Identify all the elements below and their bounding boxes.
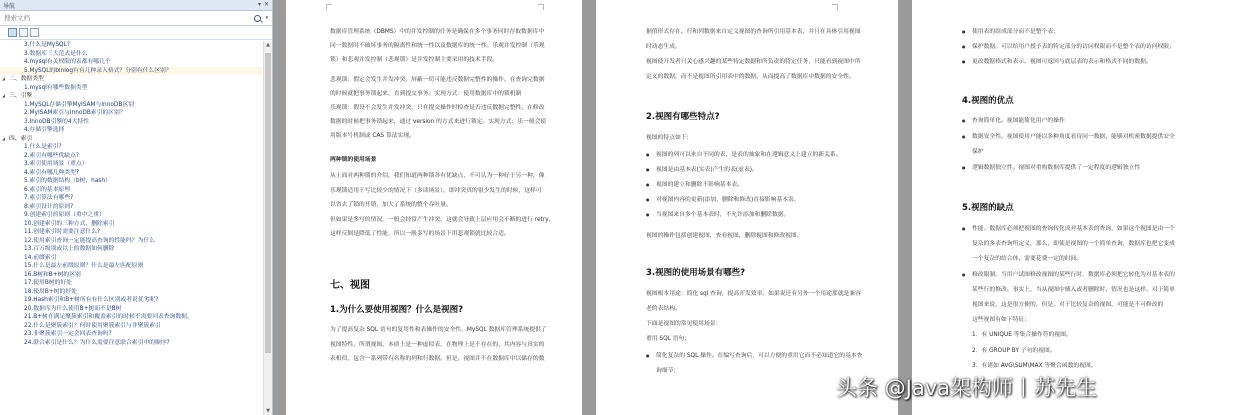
close-icon[interactable]: ✕ xyxy=(263,1,269,8)
nav-heading-item[interactable]: 22.什么是聚簇索引？何时使用聚簇索引与非聚簇索引 xyxy=(24,322,161,329)
nav-scrollbar[interactable] xyxy=(263,41,272,415)
paragraph-line: 视图使开发者只关心感兴趣的某些特定数据和所负责的特定任务，只能看到视图中所 xyxy=(646,59,861,65)
nav-heading-item[interactable]: 24.联合索引是什么？为什么需要注意联合索引中的顺序? xyxy=(24,339,170,346)
nav-heading-item[interactable]: 4.存储引擎选择 xyxy=(24,127,65,133)
bullet-item: ● 视图的列可以来自不同的表，是表的抽象和在逻辑意义上建立的新关系。 xyxy=(656,151,842,159)
nav-search-bar xyxy=(0,11,272,26)
bullet-item: 复杂的多表查询所定义，那么，即使是视图的一个简单查询，数据库也把它变成 xyxy=(972,241,1175,248)
bullet-item: ● 使用表的组成部分而不是整个表； xyxy=(972,28,1059,36)
paragraph-line: 视图根本用途：简化 sql 查询，提高开发效率。如果说还有另外一个用途那就是兼容 xyxy=(646,291,861,297)
nav-heading-item[interactable]: 5.MySQL的binlog有有几种录入格式？分别有什么区别？ xyxy=(0,67,263,76)
nav-heading-item[interactable]: 21.B+树在满足聚簇索引和覆盖索引的时候不需要回表查询数据， xyxy=(24,314,193,320)
question-heading: 5.视图的缺点 xyxy=(962,203,1014,213)
document-page-2[interactable] xyxy=(596,0,898,415)
nav-heading-item[interactable]: 1.mysql有哪些数据类型 xyxy=(24,84,88,91)
tab-pages[interactable] xyxy=(19,28,28,37)
nav-heading-item[interactable]: 18.使用B+树的好处 xyxy=(24,288,77,295)
watermark-text: 头条 @Java架构师丨苏先生 xyxy=(836,376,1098,400)
bullet-item: 某些行的修改。事实上，当从视图中插入或者删除时，情况也是这样。对于简单 xyxy=(972,286,1175,293)
nav-heading-item[interactable]: 3.索引使用场景（重点） xyxy=(24,161,88,167)
nav-heading-item[interactable]: 23.非聚簇索引一定会回表查询吗? xyxy=(24,331,112,337)
bullet-item: ● 查询简单化。视图能简化用户的操作 xyxy=(972,117,1065,125)
bullet-item: 视图来说，这是很方便的，但是，对于比较复杂的视图，可能是不可修改的 xyxy=(972,302,1164,308)
nav-titlebar xyxy=(0,0,272,11)
paragraph-line: 乐观锁：假设不会发生并发冲突，只在提交操作时检查是否违反数据完整性。在修改 xyxy=(330,105,545,111)
bullet-item: 询细节； xyxy=(656,368,680,374)
nav-section-heading[interactable]: ◢ 二、数据类型 xyxy=(0,75,263,84)
nav-heading-item[interactable]: 6.索引的基本原理 xyxy=(24,186,71,193)
paragraph-line: 这样反倒是降低了性能，所以一般多写的场景下用悲观锁就比较合适。 xyxy=(330,231,510,237)
paragraph-line: 锁）和悲观并发控制（悲观锁）是并发控制主要采用的技术手段。 xyxy=(330,57,499,63)
paragraph-line: 老的表结构。 xyxy=(646,306,681,312)
bullet-item: ● 数据安全性。视图使用户能以多种角度看待同一数据，能够对机密数据提供安全 xyxy=(972,133,1175,141)
nav-heading-item[interactable]: 3.InnoDB引擎的4大特性 xyxy=(24,118,90,125)
paragraph-line: 从上面对两种锁的介绍，我们知道两种锁各有优缺点，不可认为一种好于另一种，像 xyxy=(330,173,545,179)
bullet-item: ● 对视图内容的更新(添加，删除和修改)直接影响基本表。 xyxy=(656,196,800,204)
nav-heading-tree xyxy=(0,41,272,415)
paragraph-line: 数据的时候把事务锁起来，通过 version 的方式来进行锁定。实现方式：乐一般会使 xyxy=(330,119,547,125)
search-icon[interactable] xyxy=(254,15,261,22)
nav-heading-item[interactable]: 10.创建索引的三种方式，删除索引 xyxy=(24,220,115,227)
navigation-pane xyxy=(0,0,273,415)
margin-corner-mark xyxy=(326,4,332,10)
nav-heading-item[interactable]: 4.mysql有关权限的表都有哪几个 xyxy=(24,59,111,65)
bullet-item: 这些视图有如下特征： xyxy=(972,317,1030,324)
question-heading: 1.为什么要使用视图？什么是视图? xyxy=(330,305,464,315)
paragraph-line: 同一数据时不破坏事务的隔离性和统一性以及数据库的统一性。乐观并发控制（乐观 xyxy=(330,43,545,49)
paragraph-line: 但如果是多写的情况，一般会经常产生冲突，这就会导致上层应用会不断的进行 retry, xyxy=(330,216,551,223)
bullet-item: ● 逻辑数据独立性。视图对重构数据库提供了一定程度的逻辑独立性 xyxy=(972,164,1140,172)
paragraph-text: 视图的操作包括创建视图，查看视图，删除视图和修改视图。 xyxy=(646,233,803,239)
nav-heading-item[interactable]: 1.MySQL存储引擎MyISAM与InnoDB区别 xyxy=(24,101,134,108)
nav-view-tabs xyxy=(0,26,272,40)
document-page-1[interactable] xyxy=(286,0,582,415)
scroll-up-icon[interactable]: ▲ xyxy=(266,42,270,48)
paragraph-line: 表相似，包含一系列带有名称的列和行数据。但是，视图并不在数据库中以储存的数 xyxy=(330,356,545,362)
paragraph-line: 的时候就把事务锁起来，直到提交事务。实现方式：使用数据库中的锁机制 xyxy=(330,91,522,97)
paragraph-line: 乐观锁适用于写比较少的情况下（多读场景），即冲突真的很少发生的时候，这样可 xyxy=(330,187,542,194)
chevron-down-icon[interactable]: ▾ xyxy=(265,15,268,21)
paragraph-line: 用版本号机制或 CAS 算法实现。 xyxy=(330,133,415,139)
question-heading: 3.视图的使用场景有哪些? xyxy=(646,268,746,278)
search-input[interactable] xyxy=(4,14,234,22)
nav-heading-item[interactable]: 2.索引有哪些优缺点? xyxy=(24,152,79,159)
tab-results[interactable] xyxy=(30,28,39,37)
question-heading: 2.视图有哪些特点? xyxy=(646,112,720,122)
bullet-item: ● 性能。数据库必须把视图的查询转化成对基本表的查询，如果这个视图是由一个 xyxy=(972,225,1175,233)
nav-heading-item[interactable]: 8.索引设计的原则? xyxy=(24,203,74,210)
bullet-item: ● 修改限制。当用户试图修改视图的某些行时，数据库必须把它转化为对基本表的 xyxy=(972,271,1175,279)
chevron-down-icon[interactable]: ▾ xyxy=(257,1,261,8)
bullet-item: 2．有 GROUP BY 子句的视图。 xyxy=(972,347,1056,354)
margin-corner-mark xyxy=(832,4,838,10)
document-page-3[interactable] xyxy=(912,0,1240,415)
bullet-item: ● 视图是由基本表(实表)产生的表(虚表)。 xyxy=(656,166,758,174)
nav-heading-item[interactable]: 5.索引的数据结构（b树，hash） xyxy=(24,178,111,184)
paragraph-heading: 两种锁的使用场景 xyxy=(330,157,377,163)
nav-scroll-thumb[interactable] xyxy=(265,53,271,353)
bullet-item: ● 保护数据。可以给用户授予表的特定部分的访问权限而不是整个表的访问权限； xyxy=(972,43,1175,51)
nav-heading-item[interactable]: 13.百万级别或以上的数据如何删除 xyxy=(24,246,115,252)
tab-headings[interactable] xyxy=(8,28,17,37)
paragraph-line: 为了提高复杂 SQL 语句的复用性和表操作的安全性，MySQL 数据库管理系统提供了 xyxy=(330,327,547,333)
bullet-item: ● 简化复杂的 SQL 操作。在编写查询后，可以方便的重用它而不必知道它的基本查 xyxy=(656,352,862,360)
paragraph-line: 悲观锁：假定会发生并发冲突，屏蔽一切可能违反数据完整性的操作。在查询完数据 xyxy=(330,77,545,83)
paragraph-text: 视图的特点如下: xyxy=(646,135,689,141)
paragraph-line: 重用 SQL 语句； xyxy=(646,336,691,342)
scroll-down-icon[interactable]: ▼ xyxy=(266,408,270,414)
nav-heading-item[interactable]: 12.使用索引查询一定能提高查询的性能吗？为什么 xyxy=(24,237,155,244)
bullet-item: ● 当视图来自多个基本表时，不允许添加和删除数据。 xyxy=(656,211,789,219)
margin-corner-mark xyxy=(538,4,544,10)
bullet-item: 保护 xyxy=(972,149,984,155)
bullet-item: 3．有诸如 AVG\SUM\MAX 等聚合函数的视图。 xyxy=(972,362,1097,369)
nav-heading-item[interactable]: 15.什么是最左前缀原则？什么是最左匹配原则 xyxy=(24,263,144,269)
nav-heading-item[interactable]: 20.数据库为什么使用B+树而不是B树 xyxy=(24,305,122,312)
nav-heading-item[interactable]: 7.索引算法有哪些? xyxy=(24,195,74,201)
paragraph-line: 视图特性。所谓视图，本质上是一种虚拟表，在物理上是不存在的，其内容与真实的 xyxy=(330,341,545,348)
bullet-item: 一个复杂的结合体，需要花费一定的时间。 xyxy=(972,256,1083,263)
nav-heading-item[interactable]: 1.什么是索引? xyxy=(24,144,62,150)
bullet-item: ● 更改数据格式和表示。视图可返回与底层表的表示和格式不同的数据。 xyxy=(972,58,1152,66)
nav-heading-item[interactable]: 4.索引有哪几种类型? xyxy=(24,169,79,176)
section-heading: 七、视图 xyxy=(330,280,370,291)
nav-heading-item[interactable]: 3.什么是MySQL? xyxy=(24,42,70,48)
bullet-item: 1．有 UNIQUE 等集合操作符的视图。 xyxy=(972,332,1072,339)
paragraph-line: 以省去了锁的开销，加大了系统的整个吞吐量。 xyxy=(330,202,452,208)
nav-section-heading[interactable]: ◢ 三、引擎 xyxy=(0,92,263,101)
question-heading: 4.视图的优点 xyxy=(962,96,1014,106)
paragraph-line: 据值形式存在。行和列数据来自定义视图的查询所引用基本表，并且在具体引用视图 xyxy=(646,29,861,35)
nav-title: 导航 xyxy=(3,2,16,10)
bullet-item: ● 视图的建立和删除不影响基本表。 xyxy=(656,181,743,189)
nav-heading-item[interactable]: 17.使用B树的好处 xyxy=(24,280,72,286)
paragraph-line: 下面是视图的常见使用场景： xyxy=(646,321,722,327)
nav-heading-item[interactable]: 14.前缀索引 xyxy=(24,254,57,261)
nav-heading-item[interactable]: 16.B树和B+树的区别 xyxy=(24,271,81,278)
paragraph-line: 数据库管理系统（DBMS）中的并发控制的任务是确保在多个事务同时存取数据库中 xyxy=(330,29,545,35)
nav-heading-item[interactable]: 9.创建索引的原则（重中之重） xyxy=(24,212,105,218)
paragraph-line: 时动态生成。 xyxy=(646,44,681,50)
nav-heading-item[interactable]: 2.MyISAM索引与InnoDB索引的区别？ xyxy=(24,110,126,116)
nav-heading-item[interactable]: 11.创建索引时需要注意什么? xyxy=(24,229,101,235)
nav-heading-item[interactable]: 19.Hash索引和B+树所有有什么区别或者说优劣呢? xyxy=(24,297,159,303)
nav-section-heading[interactable]: ◢ 四、索引 xyxy=(0,135,263,144)
paragraph-line: 定义的数据，而不是视图所引用表中的数据，从而提高了数据库中数据的安全性。 xyxy=(646,74,855,80)
nav-heading-item[interactable]: 3.数据库三大范式是什么 xyxy=(24,50,88,57)
